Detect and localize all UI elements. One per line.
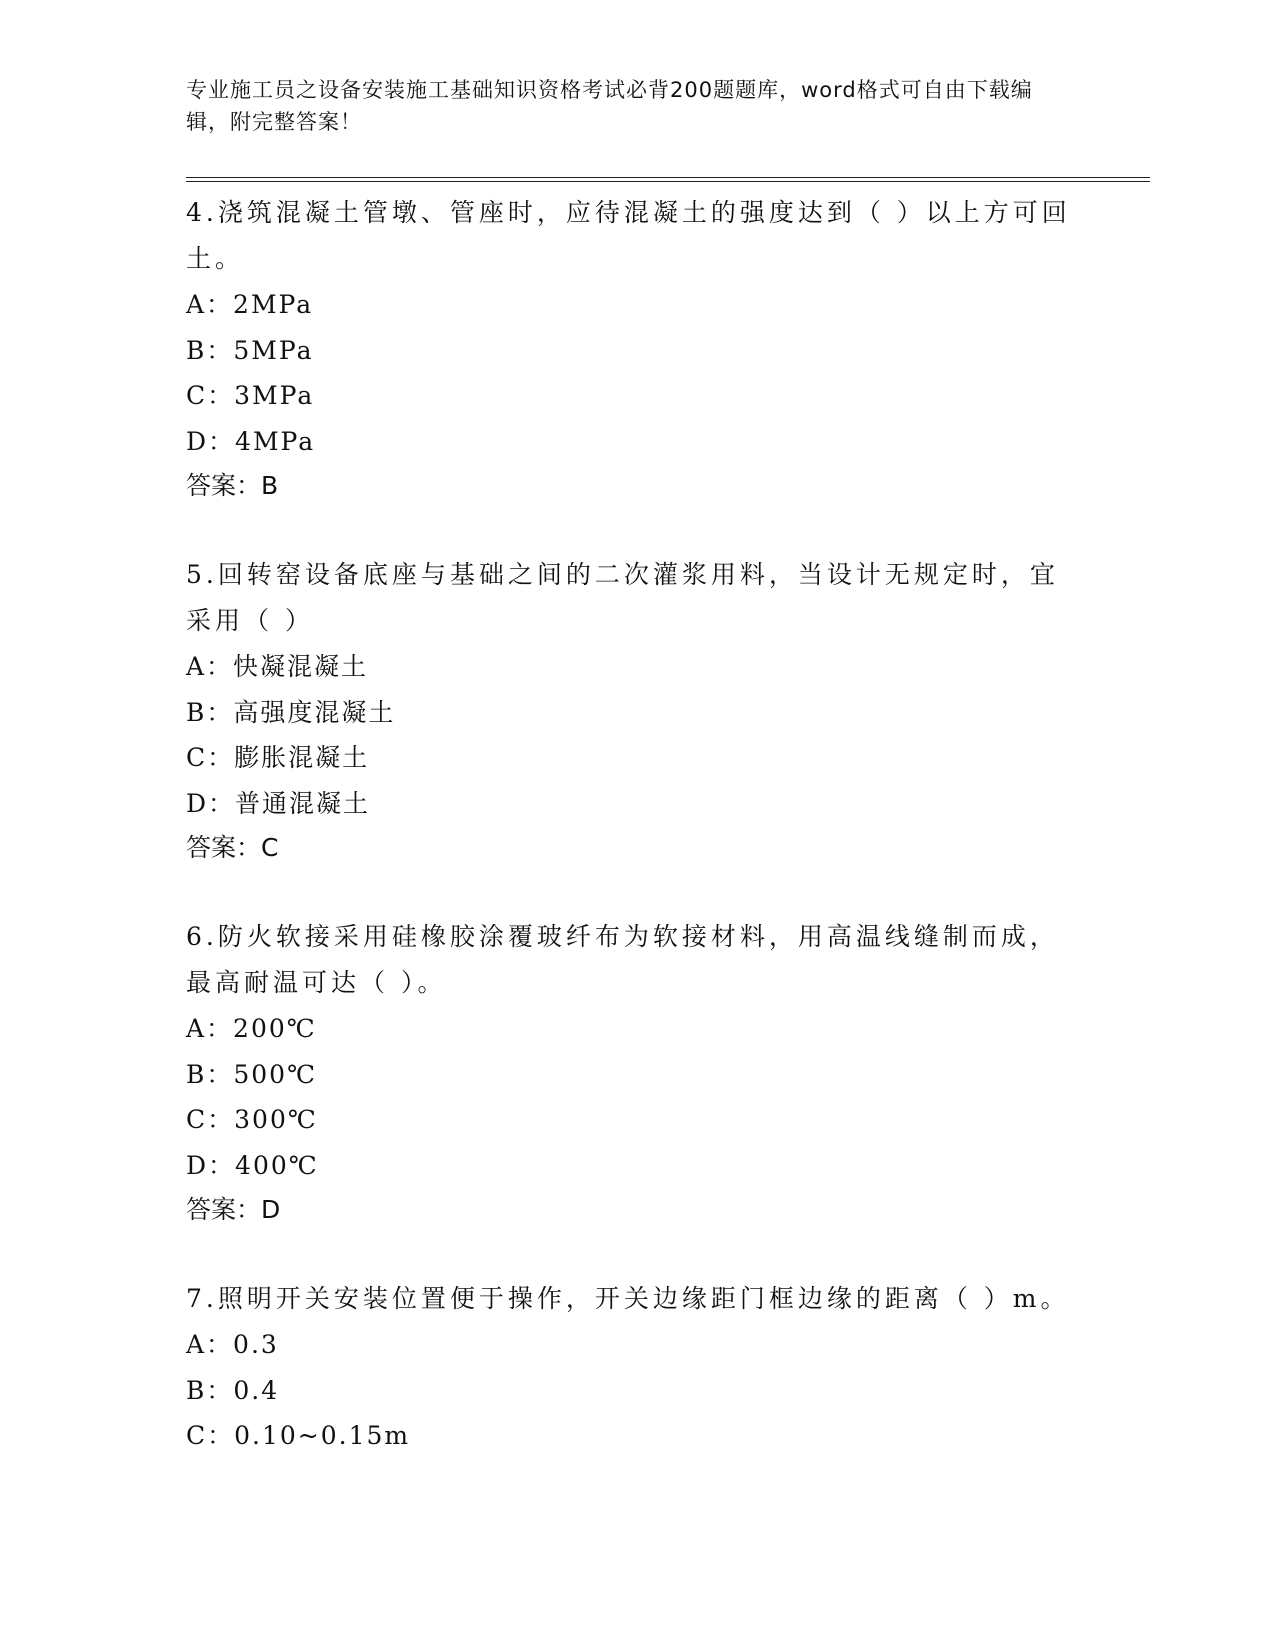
option-c: C：300℃ [186, 1105, 318, 1134]
answer-line: 答案：D [186, 1195, 281, 1224]
option-b: B：5MPa [186, 335, 314, 365]
answer-line: 答案：C [186, 833, 279, 862]
option-a: A：200℃ [186, 1014, 317, 1043]
question-4 [186, 190, 1086, 508]
option-b: B：高强度混凝土 [186, 697, 396, 727]
question-6 [186, 914, 1086, 1232]
option-a: A：快凝混凝土 [186, 652, 369, 681]
option-c: C：0.10~0.15m [186, 1421, 411, 1450]
option-c: C：3MPa [186, 381, 315, 410]
question-stem: 6.防火软接采用硅橡胶涂覆玻纤布为软接材料，用高温线缝制而成，最高耐温可达（ ）。 [186, 922, 1059, 997]
question-stem: 5.回转窑设备底座与基础之间的二次灌浆用料，当设计无规定时，宜采用（ ） [186, 560, 1059, 635]
option-b: B：0.4 [186, 1375, 280, 1405]
option-a: A：0.3 [186, 1330, 279, 1359]
option-a: A：2MPa [186, 290, 314, 319]
option-d: D：400℃ [186, 1150, 319, 1180]
question-7 [186, 1276, 1086, 1459]
document-header: 专业施工员之设备安装施工基础知识资格考试必背200题题库，word格式可自由下载编辑，附完整答案！ [186, 78, 1033, 134]
answer-line: 答案：B [186, 471, 279, 500]
question-stem: 7.照明开关安装位置便于操作，开关边缘距门框边缘的距离（ ）m。 [186, 1284, 1070, 1313]
option-c: C：膨胀混凝土 [186, 743, 370, 772]
option-d: D：普通混凝土 [186, 788, 371, 818]
question-stem: 4.浇筑混凝土管墩、管座时，应待混凝土的强度达到（ ）以上方可回土。 [186, 198, 1071, 273]
question-5 [186, 552, 1086, 870]
option-b: B：500℃ [186, 1059, 318, 1089]
option-d: D：4MPa [186, 426, 316, 456]
double-rule-divider [186, 177, 1150, 182]
question-list [186, 190, 1086, 1503]
